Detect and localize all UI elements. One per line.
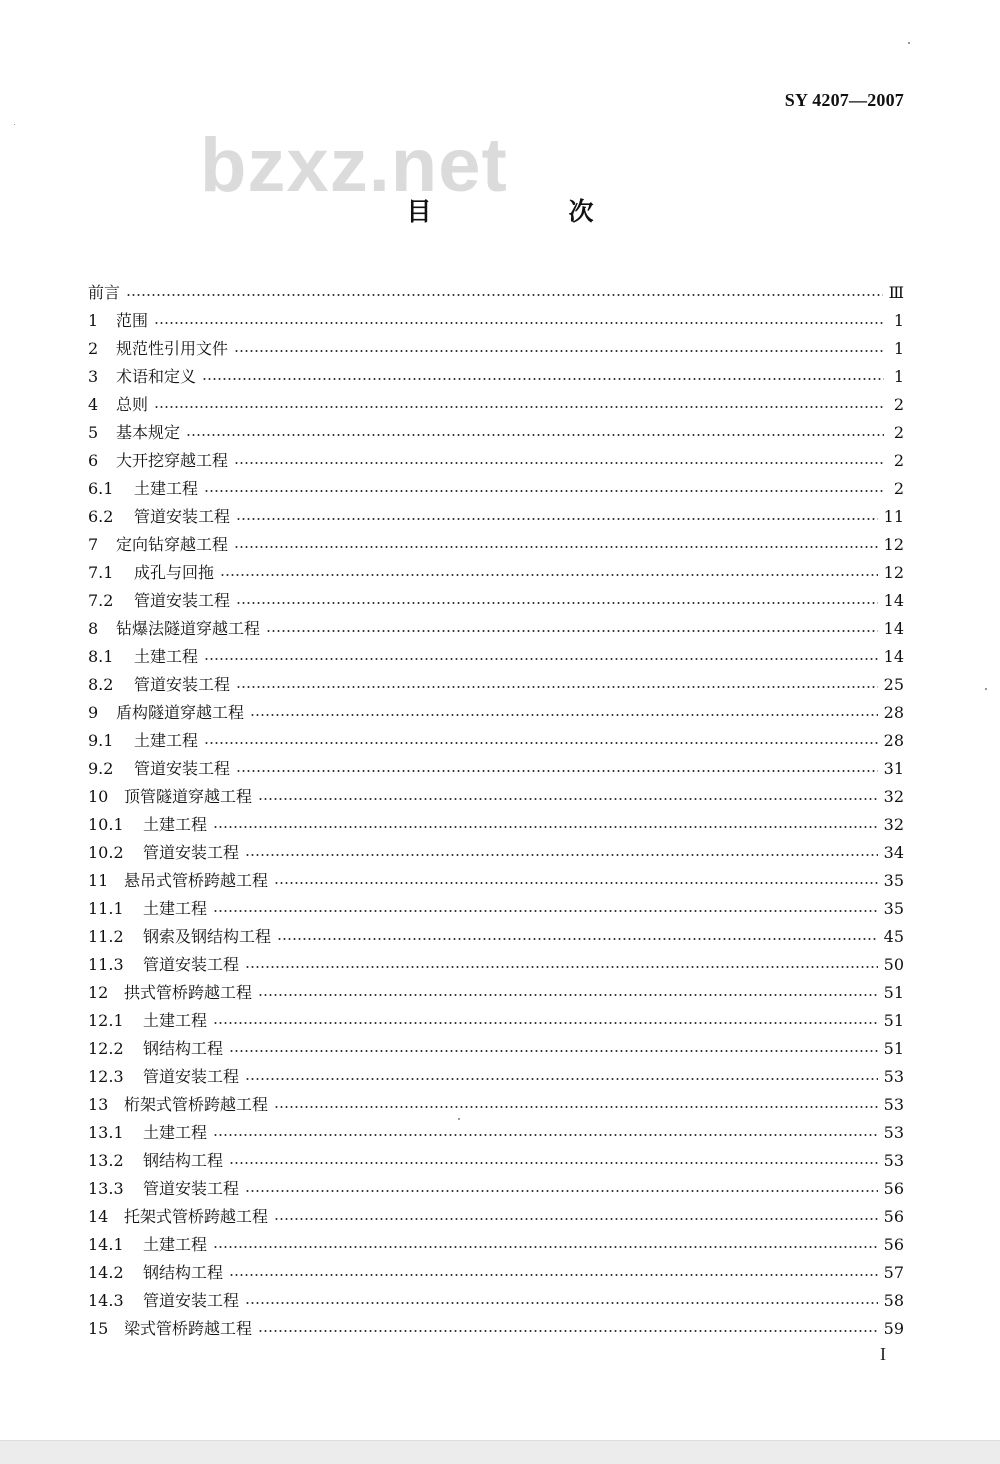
toc-entry-number: 7.2 [88, 591, 114, 610]
toc-entry-page: 53 [883, 1067, 904, 1086]
toc-entry-number: 3 [88, 367, 99, 386]
toc-leader-dots [245, 854, 878, 856]
toc-entry-title: 管道安装工程 [143, 1067, 240, 1086]
toc-entry-number: 11.2 [88, 927, 124, 946]
toc-entry[interactable] [88, 559, 904, 587]
toc-entry[interactable] [88, 1315, 904, 1343]
toc-entry-page: 25 [883, 675, 904, 694]
toc-entry[interactable] [88, 475, 904, 503]
toc-entry-number: 13.1 [88, 1123, 124, 1142]
toc-entry-number: 13.2 [88, 1151, 124, 1170]
toc-entry[interactable] [88, 335, 904, 363]
toc-entry[interactable] [88, 811, 904, 839]
toc-leader-dots [234, 350, 884, 352]
toc-entry-title: 钻爆法隧道穿越工程 [116, 619, 261, 638]
toc-leader-dots [213, 1134, 878, 1136]
toc-entry-number: 12 [88, 983, 109, 1002]
toc-entry-page: 14 [883, 619, 904, 638]
toc-entry-title: 托架式管桥跨越工程 [124, 1207, 269, 1226]
toc-entry-number: 14.2 [88, 1263, 124, 1282]
toc-entry-title: 钢结构工程 [143, 1151, 224, 1170]
toc-entry-title: 成孔与回拖 [134, 563, 215, 582]
toc-entry[interactable] [88, 1035, 904, 1063]
toc-entry[interactable] [88, 503, 904, 531]
toc-entry[interactable] [88, 979, 904, 1007]
toc-entry[interactable] [88, 1147, 904, 1175]
toc-entry-number: 6.2 [88, 507, 114, 526]
toc-entry[interactable] [88, 1287, 904, 1315]
toc-leader-dots [245, 966, 878, 968]
toc-leader-dots [234, 546, 878, 548]
toc-title: 目 次 [406, 197, 650, 226]
toc-entry-title: 管道安装工程 [143, 843, 240, 862]
toc-entry[interactable] [88, 783, 904, 811]
toc-leader-dots [154, 322, 884, 324]
toc-entry-page: 14 [883, 647, 904, 666]
toc-leader-dots [186, 434, 884, 436]
toc-entry-title: 桁架式管桥跨越工程 [124, 1095, 269, 1114]
toc-entry[interactable] [88, 643, 904, 671]
toc-entry-number: 2 [88, 339, 99, 358]
toc-entry[interactable] [88, 951, 904, 979]
toc-entry-number: 14.1 [88, 1235, 124, 1254]
toc-entry[interactable] [88, 727, 904, 755]
toc-entry-number: 10.1 [88, 815, 124, 834]
toc-leader-dots [229, 1050, 878, 1052]
toc-leader-dots [213, 1022, 878, 1024]
toc-leader-dots [245, 1078, 878, 1080]
toc-leader-dots [250, 714, 878, 716]
toc-entry[interactable] [88, 447, 904, 475]
toc-leader-dots [213, 1246, 878, 1248]
toc-entry-number: 11.3 [88, 955, 124, 974]
toc-entry[interactable] [88, 531, 904, 559]
toc-entry[interactable] [88, 1175, 904, 1203]
toc-entry-page: 31 [883, 759, 904, 778]
toc-entry-number: 前言 [88, 283, 121, 302]
toc-leader-dots [154, 406, 884, 408]
scan-speck [458, 1118, 460, 1120]
toc-entry[interactable] [88, 1231, 904, 1259]
toc-entry[interactable] [88, 363, 904, 391]
toc-entry-title: 土建工程 [134, 479, 199, 498]
toc-entry-number: 10.2 [88, 843, 124, 862]
toc-leader-dots [277, 938, 878, 940]
toc-entry-title: 规范性引用文件 [116, 339, 229, 358]
toc-entry-title: 管道安装工程 [134, 591, 231, 610]
toc-entry-page: 51 [883, 1039, 904, 1058]
toc-entry-page: 28 [883, 703, 904, 722]
toc-entry-page: 34 [883, 843, 904, 862]
toc-entry-number: 4 [88, 395, 99, 414]
toc-entry-title: 土建工程 [143, 1235, 208, 1254]
toc-entry-page: 56 [883, 1235, 904, 1254]
toc-entry-page: 12 [883, 535, 904, 554]
toc-entry[interactable] [88, 671, 904, 699]
toc-entry[interactable] [88, 391, 904, 419]
toc-entry-number: 5 [88, 423, 99, 442]
toc-entry-number: 1 [88, 311, 99, 330]
toc-entry-page: 14 [883, 591, 904, 610]
toc-leader-dots [204, 742, 878, 744]
toc-entry-page: 53 [883, 1151, 904, 1170]
toc-entry-number: 15 [88, 1319, 109, 1338]
toc-entry-page: 35 [883, 871, 904, 890]
toc-entry-number: 6.1 [88, 479, 114, 498]
toc-entry-page: 51 [883, 983, 904, 1002]
scan-speck [985, 688, 987, 690]
toc-entry-title: 管道安装工程 [134, 675, 231, 694]
toc-leader-dots [274, 882, 878, 884]
toc-leader-dots [229, 1274, 878, 1276]
scan-speck [14, 124, 15, 125]
toc-entry-number: 12.1 [88, 1011, 124, 1030]
toc-entry[interactable] [88, 895, 904, 923]
toc-leader-dots [229, 1162, 878, 1164]
toc-entry-page: 53 [883, 1123, 904, 1142]
toc-entry-number: 8.1 [88, 647, 114, 666]
table-of-contents [88, 279, 904, 1343]
toc-entry[interactable] [88, 1119, 904, 1147]
toc-entry-page: 2 [893, 395, 904, 414]
toc-leader-dots [258, 798, 878, 800]
toc-entry-title: 钢结构工程 [143, 1263, 224, 1282]
toc-entry-number: 11.1 [88, 899, 124, 918]
toc-entry[interactable] [88, 755, 904, 783]
toc-entry-page: 45 [883, 927, 904, 946]
toc-leader-dots [220, 574, 878, 576]
toc-leader-dots [266, 630, 878, 632]
toc-entry-page: 11 [883, 507, 904, 526]
toc-entry-title: 土建工程 [143, 899, 208, 918]
toc-entry-title: 总则 [116, 395, 149, 414]
toc-entry-title: 大开挖穿越工程 [116, 451, 229, 470]
toc-entry-page: 58 [883, 1291, 904, 1310]
toc-entry-title: 管道安装工程 [143, 1179, 240, 1198]
toc-entry-page: 53 [883, 1095, 904, 1114]
toc-entry-number: 14.3 [88, 1291, 124, 1310]
toc-entry-title: 土建工程 [134, 731, 199, 750]
toc-leader-dots [204, 490, 884, 492]
toc-entry-page: Ⅲ [888, 283, 904, 302]
toc-entry-title: 管道安装工程 [134, 759, 231, 778]
toc-leader-dots [202, 378, 884, 380]
toc-entry-page: 1 [893, 339, 904, 358]
toc-entry-title: 管道安装工程 [143, 955, 240, 974]
toc-entry-page: 2 [893, 423, 904, 442]
toc-entry[interactable] [88, 307, 904, 335]
toc-leader-dots [274, 1106, 878, 1108]
toc-entry-title: 管道安装工程 [143, 1291, 240, 1310]
toc-entry-title: 基本规定 [116, 423, 181, 442]
toc-entry-title: 土建工程 [134, 647, 199, 666]
toc-entry-page: 28 [883, 731, 904, 750]
toc-leader-dots [236, 686, 878, 688]
toc-entry-title: 土建工程 [143, 1123, 208, 1142]
toc-entry[interactable] [88, 699, 904, 727]
toc-entry[interactable] [88, 867, 904, 895]
standard-code: SY 4207—2007 [784, 90, 904, 110]
toc-entry-page: 12 [883, 563, 904, 582]
toc-entry-title: 悬吊式管桥跨越工程 [124, 871, 269, 890]
toc-entry-page: 1 [893, 311, 904, 330]
toc-entry-number: 13.3 [88, 1179, 124, 1198]
toc-entry-page: 2 [893, 479, 904, 498]
toc-entry[interactable] [88, 279, 904, 307]
toc-entry-number: 6 [88, 451, 99, 470]
toc-entry-number: 13 [88, 1095, 109, 1114]
toc-entry-page: 35 [883, 899, 904, 918]
toc-entry-title: 盾构隧道穿越工程 [116, 703, 245, 722]
toc-entry[interactable] [88, 1063, 904, 1091]
toc-entry-page: 57 [883, 1263, 904, 1282]
scan-speck [908, 42, 910, 44]
toc-entry-page: 56 [883, 1207, 904, 1226]
toc-entry-number: 14 [88, 1207, 109, 1226]
toc-entry-number: 8 [88, 619, 99, 638]
toc-leader-dots [274, 1218, 878, 1220]
toc-leader-dots [245, 1302, 878, 1304]
toc-entry[interactable] [88, 1007, 904, 1035]
toc-entry[interactable] [88, 923, 904, 951]
toc-entry[interactable] [88, 419, 904, 447]
toc-entry[interactable] [88, 587, 904, 615]
toc-entry-title: 土建工程 [143, 815, 208, 834]
toc-entry-title: 范围 [116, 311, 149, 330]
toc-entry-page: 32 [883, 815, 904, 834]
toc-leader-dots [236, 602, 878, 604]
toc-entry-number: 9.2 [88, 759, 114, 778]
toc-leader-dots [213, 826, 878, 828]
toc-entry-title: 梁式管桥跨越工程 [124, 1319, 253, 1338]
toc-entry-title: 拱式管桥跨越工程 [124, 983, 253, 1002]
toc-entry-page: 1 [893, 367, 904, 386]
toc-entry[interactable] [88, 1259, 904, 1287]
toc-leader-dots [234, 462, 884, 464]
toc-entry-number: 12.3 [88, 1067, 124, 1086]
toc-leader-dots [258, 994, 878, 996]
toc-leader-dots [258, 1330, 878, 1332]
toc-entry[interactable] [88, 615, 904, 643]
toc-entry-title: 土建工程 [143, 1011, 208, 1030]
toc-entry-title: 顶管隧道穿越工程 [124, 787, 253, 806]
watermark: bzxz.net [200, 123, 508, 208]
toc-entry-title: 定向钻穿越工程 [116, 535, 229, 554]
toc-entry-number: 8.2 [88, 675, 114, 694]
toc-entry-page: 59 [883, 1319, 904, 1338]
toc-leader-dots [245, 1190, 878, 1192]
toc-entry-page: 56 [883, 1179, 904, 1198]
toc-entry-page: 50 [883, 955, 904, 974]
toc-entry[interactable] [88, 1203, 904, 1231]
toc-entry-number: 12.2 [88, 1039, 124, 1058]
toc-entry-number: 11 [88, 871, 109, 890]
toc-entry[interactable] [88, 839, 904, 867]
toc-leader-dots [236, 770, 878, 772]
page-number: I [880, 1344, 886, 1364]
toc-leader-dots [213, 910, 878, 912]
toc-entry-title: 钢结构工程 [143, 1039, 224, 1058]
toc-entry-title: 管道安装工程 [134, 507, 231, 526]
toc-entry-page: 2 [893, 451, 904, 470]
toc-leader-dots [236, 518, 878, 520]
toc-entry-number: 9.1 [88, 731, 114, 750]
viewer-bottom-strip [0, 1440, 1000, 1464]
toc-leader-dots [204, 658, 878, 660]
toc-leader-dots [126, 294, 883, 296]
toc-entry-page: 32 [883, 787, 904, 806]
toc-entry-number: 10 [88, 787, 109, 806]
toc-entry-title: 术语和定义 [116, 367, 197, 386]
toc-entry-number: 7 [88, 535, 99, 554]
toc-entry[interactable] [88, 1091, 904, 1119]
toc-entry-number: 7.1 [88, 563, 114, 582]
toc-entry-number: 9 [88, 703, 99, 722]
toc-entry-page: 51 [883, 1011, 904, 1030]
toc-entry-title: 钢索及钢结构工程 [143, 927, 272, 946]
